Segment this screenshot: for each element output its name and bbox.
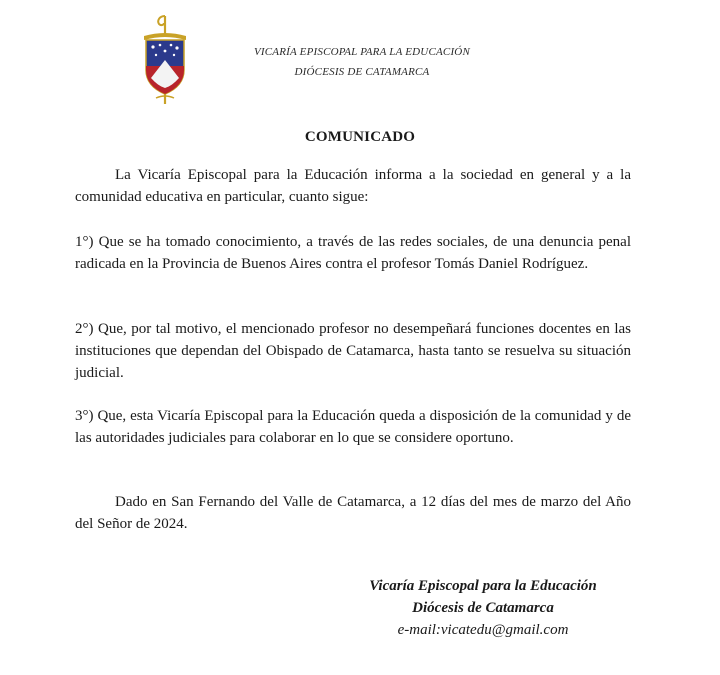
document-title: COMUNICADO <box>304 129 416 145</box>
signature-institution: Vicaría Episcopal para la Educación <box>369 578 597 594</box>
paragraph-point-3: 3°) Que, esta Vicaría Episcopal para la Educación queda a disposición de la comunidad y de las autoridades judiciales para colaborar en lo que se considere oportuno. <box>75 408 631 446</box>
header-institution: VICARÍA EPISCOPAL PARA LA EDUCACIÓN <box>253 46 470 58</box>
signature-diocese: Diócesis de Catamarca <box>412 600 554 616</box>
signature-email: e-mail:vicatedu@gmail.com <box>397 622 569 638</box>
paragraph-intro: La Vicaría Episcopal para la Educación informa a la sociedad en general y a la comunidad educativa en particular, cuanto sigue: <box>75 167 631 205</box>
paragraph-closing: Dado en San Fernando del Valle de Catamarca, a 12 días del mes de marzo del Año del Señor de 2024. <box>75 494 631 532</box>
coat-of-arms-icon <box>136 14 194 106</box>
header-diocese: DIÓCESIS DE CATAMARCA <box>294 66 430 78</box>
paragraph-point-1: 1°) Que se ha tomado conocimiento, a través de las redes sociales, de una denuncia penal radicada en la Provincia de Buenos Aires contra el profesor Tomás Daniel Rodríguez. <box>75 234 631 272</box>
paragraph-point-2: 2°) Que, por tal motivo, el mencionado profesor no desempeñará funciones docentes en las instituciones que dependan del Obispado de Catamarca, hasta tanto se resuelva su situación judicial. <box>75 321 631 381</box>
